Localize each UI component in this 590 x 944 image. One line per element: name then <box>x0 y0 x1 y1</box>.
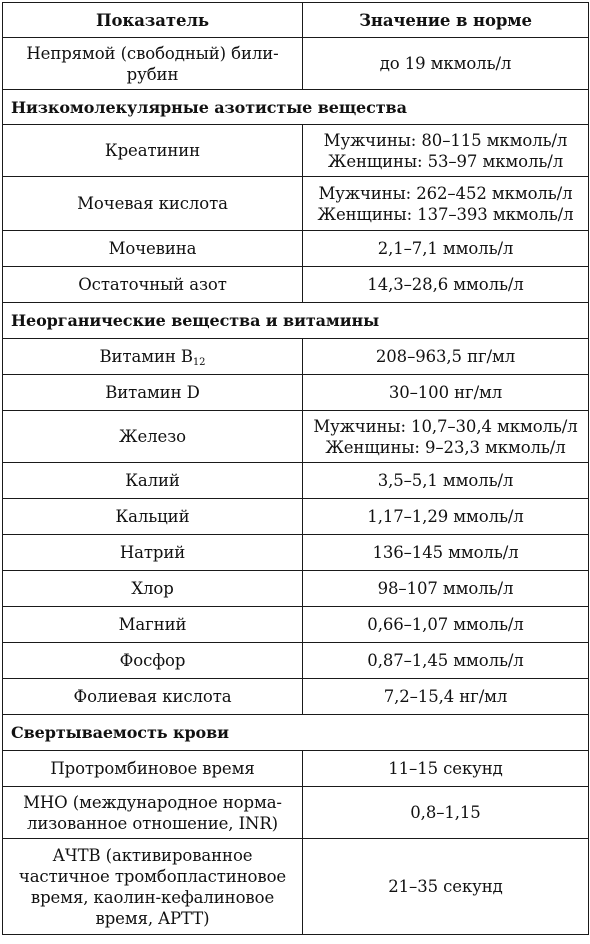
indicator-name-line <box>9 382 296 403</box>
indicator-name-line <box>9 470 296 491</box>
header-row <box>3 3 589 38</box>
normal-value-cell <box>303 571 589 607</box>
section-row <box>3 715 589 751</box>
table-row <box>3 571 589 607</box>
normal-value-line: 208–963,5 пг/мл <box>375 347 516 366</box>
indicator-name-line <box>9 866 296 887</box>
indicator-name-text: Креатинин <box>104 141 201 160</box>
normal-value-line: 0,87–1,45 ммоль/л <box>367 651 524 670</box>
indicator-name-line <box>9 140 296 161</box>
table-row <box>3 643 589 679</box>
normal-value-cell <box>303 751 589 787</box>
indicator-name-text: Протромбиновое время <box>50 759 255 778</box>
normal-value-line: 0,8–1,15 <box>410 803 481 822</box>
indicator-name-line <box>9 813 296 834</box>
indicator-cell <box>3 535 303 571</box>
indicator-name-line <box>9 908 296 929</box>
table-row <box>3 38 589 90</box>
indicator-name-line <box>9 193 296 214</box>
indicator-name-text: частичное тромбопластиновое <box>18 866 287 886</box>
indicator-name-text: время, APTT) <box>95 908 210 928</box>
indicator-name-text: Фолиевая кислота <box>73 687 232 706</box>
indicator-name-text: рубин <box>126 64 179 84</box>
normal-value-line: Женщины: 9–23,3 мкмоль/л <box>325 437 566 457</box>
indicator-cell <box>3 231 303 267</box>
indicator-cell <box>3 375 303 411</box>
normal-value-line: 7,2–15,4 нг/мл <box>383 687 508 706</box>
table-row <box>3 787 589 839</box>
normal-value-cell <box>303 267 589 303</box>
normal-value-cell <box>303 463 589 499</box>
normal-value-line: Женщины: 137–393 мкмоль/л <box>317 204 574 224</box>
indicator-name-text: Кальций <box>115 507 190 526</box>
normal-value-line: Мужчины: 10,7–30,4 мкмоль/л <box>313 416 578 436</box>
normal-value-line: Женщины: 53–97 мкмоль/л <box>327 151 564 171</box>
normal-value-cell <box>303 411 589 463</box>
indicator-name-text: АЧТВ (активированное <box>52 845 253 865</box>
indicator-name-text: Витамин D <box>105 383 200 402</box>
section-title: Свертываемость крови <box>3 715 589 751</box>
table-row <box>3 679 589 715</box>
indicator-name-text: Мочевая кислота <box>77 194 228 213</box>
indicator-cell <box>3 125 303 177</box>
indicator-name-text: время, каолин-кефалиновое <box>30 887 275 907</box>
normal-value-line: 98–107 ммоль/л <box>377 579 514 598</box>
table-row <box>3 499 589 535</box>
indicator-cell <box>3 463 303 499</box>
section-row <box>3 90 589 125</box>
indicator-name-line <box>9 426 296 447</box>
indicator-name-line <box>9 614 296 635</box>
normal-value-line: Мужчины: 262–452 мкмоль/л <box>318 183 573 203</box>
indicator-cell <box>3 38 303 90</box>
normal-value-line: Мужчины: 80–115 мкмоль/л <box>323 130 568 150</box>
indicator-name-text: Хлор <box>131 579 174 598</box>
normal-value-cell <box>303 607 589 643</box>
indicator-name-line <box>9 542 296 563</box>
indicator-cell <box>3 499 303 535</box>
section-title: Неорганические вещества и витамины <box>3 303 589 339</box>
indicator-name-line <box>9 64 296 85</box>
indicator-name-line <box>9 43 296 64</box>
table-row <box>3 375 589 411</box>
indicator-name-line <box>9 650 296 671</box>
indicator-name-text: Натрий <box>119 543 186 562</box>
section-title: Низкомолекулярные азотистые вещества <box>3 90 589 125</box>
normal-value-line: 14,3–28,6 ммоль/л <box>367 275 524 294</box>
indicator-cell <box>3 267 303 303</box>
indicator-cell <box>3 643 303 679</box>
indicator-cell <box>3 339 303 375</box>
normal-value-cell <box>303 38 589 90</box>
table-row <box>3 339 589 375</box>
section-row <box>3 303 589 339</box>
normal-value-cell <box>303 787 589 839</box>
normal-value-line: 0,66–1,07 ммоль/л <box>367 615 524 634</box>
table-row <box>3 411 589 463</box>
normal-value-line: 136–145 ммоль/л <box>372 543 519 562</box>
indicator-name-text: лизованное отношение, INR) <box>26 813 279 833</box>
normal-value-line: 3,5–5,1 ммоль/л <box>377 471 514 490</box>
table-row <box>3 751 589 787</box>
indicator-name-line <box>9 346 296 367</box>
indicator-cell <box>3 607 303 643</box>
normal-value-line: до 19 мкмоль/л <box>379 54 512 73</box>
indicator-name-text: Калий <box>125 471 180 490</box>
indicator-name-line <box>9 887 296 908</box>
reference-values-table <box>2 2 589 935</box>
normal-value-cell <box>303 231 589 267</box>
table-row <box>3 177 589 231</box>
table-row <box>3 267 589 303</box>
normal-value-cell <box>303 535 589 571</box>
normal-value-cell <box>303 125 589 177</box>
normal-value-line: 30–100 нг/мл <box>388 383 503 402</box>
table-body <box>3 38 589 935</box>
header-indicator: Показатель <box>3 3 303 38</box>
table-row <box>3 231 589 267</box>
indicator-cell <box>3 411 303 463</box>
normal-value-cell <box>303 375 589 411</box>
indicator-cell <box>3 751 303 787</box>
normal-value-line: 1,17–1,29 ммоль/л <box>367 507 524 526</box>
indicator-name-text: Остаточный азот <box>78 275 227 294</box>
indicator-name-text: Непрямой (свободный) били- <box>26 43 279 63</box>
table-row <box>3 607 589 643</box>
indicator-name-line <box>9 792 296 813</box>
indicator-name-line <box>9 845 296 866</box>
indicator-name-line <box>9 758 296 779</box>
indicator-cell <box>3 571 303 607</box>
table-row <box>3 125 589 177</box>
normal-value-cell <box>303 643 589 679</box>
indicator-name-line <box>9 578 296 599</box>
indicator-name-text: Мочевина <box>108 239 197 258</box>
indicator-name-line <box>9 506 296 527</box>
normal-value-line: 2,1–7,1 ммоль/л <box>377 239 514 258</box>
header-normal-value: Значение в норме <box>303 3 589 38</box>
table-row <box>3 535 589 571</box>
normal-value-line: 21–35 секунд <box>388 877 503 896</box>
normal-value-cell <box>303 679 589 715</box>
indicator-name-text: Железо <box>119 427 186 446</box>
normal-value-cell <box>303 839 589 935</box>
table-row <box>3 463 589 499</box>
normal-value-cell <box>303 339 589 375</box>
indicator-name-line <box>9 238 296 259</box>
indicator-name-line <box>9 274 296 295</box>
indicator-name-text: Фосфор <box>119 651 186 670</box>
indicator-name-text: Витамин B <box>99 347 193 366</box>
table-row <box>3 839 589 935</box>
indicator-name-line <box>9 686 296 707</box>
indicator-subscript: 12 <box>192 357 206 368</box>
indicator-name-text: МНО (международное норма- <box>23 792 282 812</box>
indicator-cell <box>3 839 303 935</box>
indicator-cell <box>3 679 303 715</box>
indicator-cell <box>3 177 303 231</box>
normal-value-line: 11–15 секунд <box>388 759 503 778</box>
normal-value-cell <box>303 177 589 231</box>
indicator-cell <box>3 787 303 839</box>
normal-value-cell <box>303 499 589 535</box>
indicator-name-text: Магний <box>118 615 187 634</box>
